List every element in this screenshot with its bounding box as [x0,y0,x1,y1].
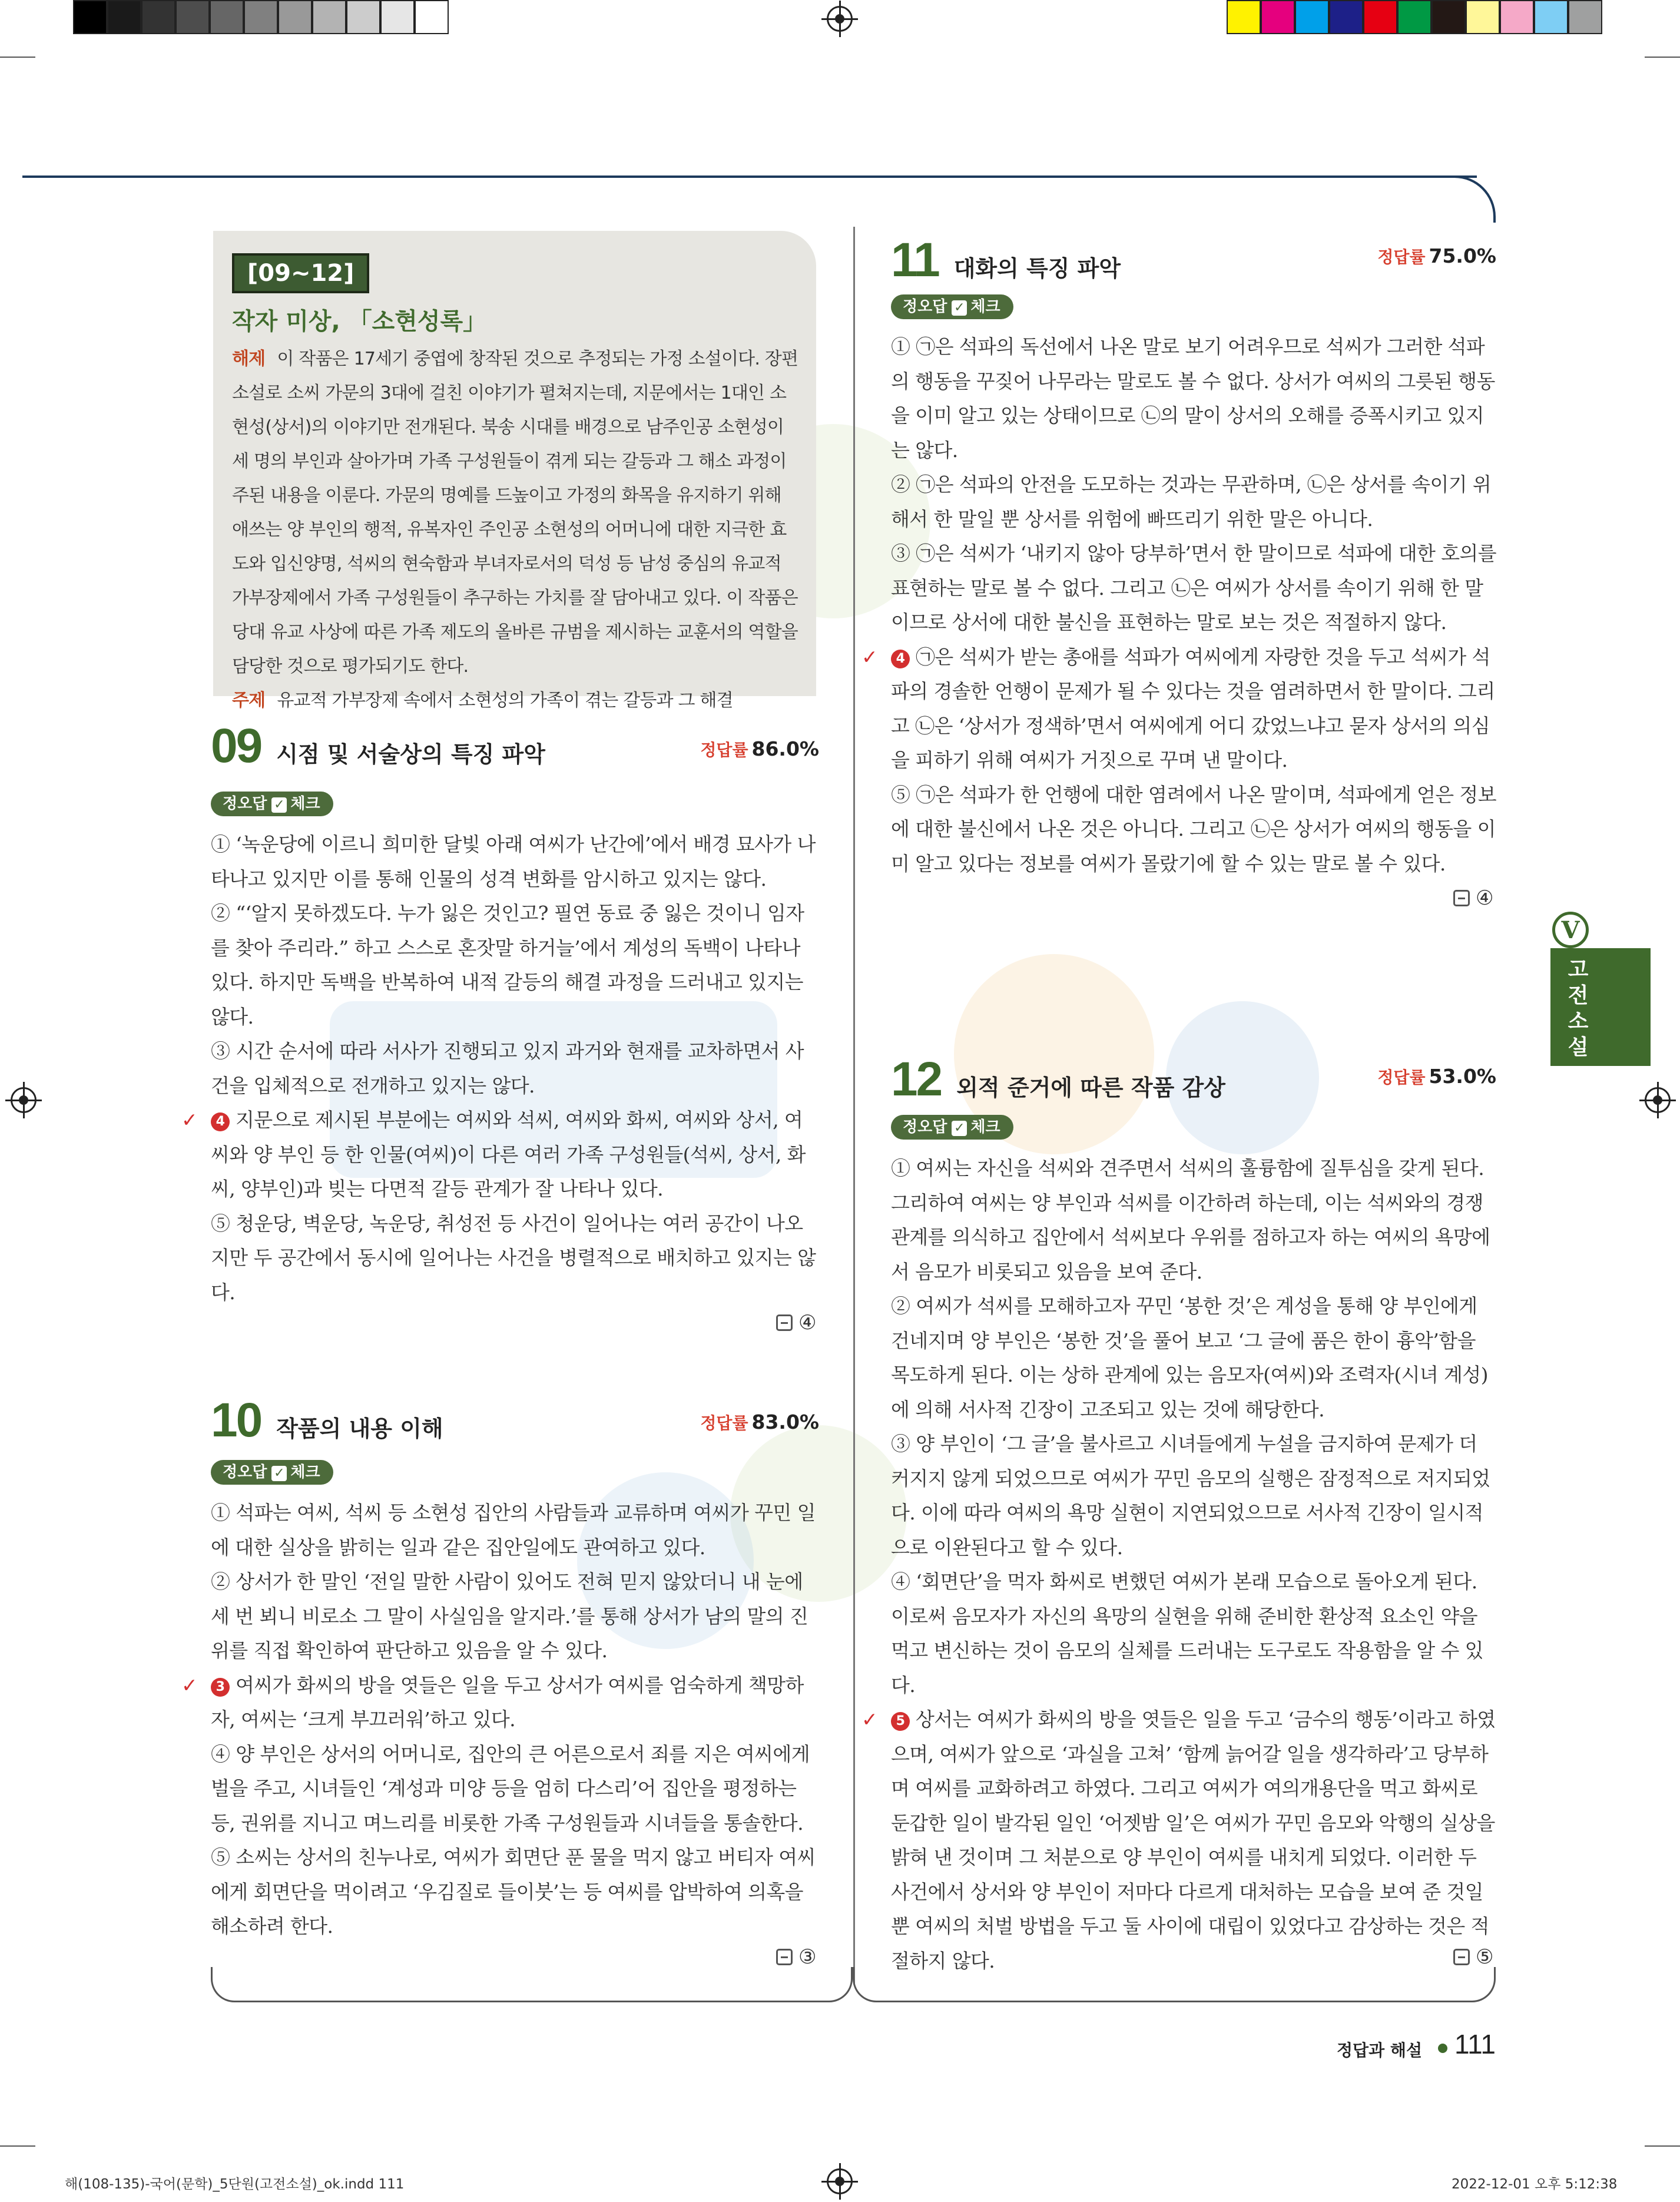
left-column-frame [211,1967,853,2002]
answer-icon [1453,890,1470,906]
passage-info-box [213,231,816,711]
q12-correct-rate: 정답률 53.0% [1377,1065,1496,1088]
choice: ② ㉠은 석파의 안전을 도모하는 것과는 무관하며, ㉡은 상서를 속이기 위해서 한 말일 뿐 상서를 위험에 빠뜨리기 위한 말은 아니다. [891,473,1492,531]
juje-label: 주제 [232,690,266,711]
crop-mark [0,57,35,58]
question-number: 10 [211,1393,261,1447]
correct-choice: ✓ 5 상서는 여씨가 화씨의 방을 엿들은 일을 두고 ‘금수의 행동’이라고 하였으며, 여씨가 앞으로 ‘과실을 고쳐’ ‘함께 늙어갈 일을 생각하라’고 당부하며 여씨를 교화하려고 하였다. 그리고 여씨가 여의개용단을 먹고 화씨로 둔갑한 일이 발각된 일인 ‘어젯밤 일’은 여씨가 꾸민 음모와 악행의 실상을 밝혀 낸 것이며 그 처분으로 양 부인이 여씨를 내치게 되었다. 이러한 두 사건에서 상서와 양 부인이 저마다 다르게 대처하는 모습을 보여 준 것일 뿐 여씨의 처벌 방법을 두고 둘 사이에 대립이 있었다고 감상하는 것은 적절하지 않다. [891,1703,1497,1978]
choice: ⑤ 소씨는 상서의 친누나로, 여씨가 회면단 푼 물을 먹지 않고 버티자 여씨에게 회면단을 먹이려고 ‘우김질로 들이붓’는 등 여씨를 압박하여 의혹을 해소하려 한다. [211,1846,816,1938]
grayscale-color-bar [73,0,449,34]
q11-check-tag: 정오답 ✓ 체크 [891,294,1013,319]
column-divider [853,227,855,1985]
correct-number-badge: 4 [891,650,910,668]
choice: ④ ‘회면단’을 먹자 화씨로 변했던 여씨가 본래 모습으로 돌아오게 된다. 이로써 음모자가 자신의 욕망의 실현을 위해 준비한 환상적 요소인 약을 먹고 변신하는 것이 음모의 실체를 드러내는 도구로도 작용함을 알 수 있다. [891,1570,1483,1697]
question-title: 외적 준거에 따른 작품 감상 [956,1075,1225,1101]
choice: ④ 양 부인은 상서의 어머니로, 집안의 큰 어른으로서 죄를 지은 여씨에게 벌을 주고, 시녀들인 ‘계성과 미양 등을 엄히 다스리’어 집안을 평정하는 등, 권위를 지니고 며느리를 비롯한 가족 구성원들과 시녀들을 통솔한다. [211,1742,810,1835]
answer-icon [776,1314,793,1331]
choice: ③ 시간 순서에 따라 서사가 진행되고 있지 과거와 현재를 교차하면서 사건을 입체적으로 전개하고 있지는 않다. [211,1039,804,1097]
q11-answer: ④ [1453,886,1493,910]
chapter-roman-numeral: V [1552,912,1589,948]
check-mark-icon: ✓ [861,1708,878,1731]
q09-correct-rate: 정답률 86.0% [700,737,819,760]
q09-header [211,718,545,774]
haeje-label: 해제 [232,349,266,369]
question-number: 09 [211,719,261,773]
choice: ① 여씨는 자신을 석씨와 견주면서 석씨의 훌륭함에 질투심을 갖게 된다. 그리하여 여씨는 양 부인과 석씨를 이간하려 하는데, 이는 석씨와의 경쟁 관계를 의식하고 집안에서 석씨보다 우위를 점하고자 하는 여씨의 욕망에서 음모가 비롯되고 있음을 보여 준다. [891,1157,1490,1283]
correct-choice: ✓ 4 지문으로 제시된 부분에는 여씨와 석씨, 여씨와 화씨, 여씨와 상서, 여씨와 양 부인 등 한 인물(여씨)이 다른 여러 가족 구성원들(석씨, 상서, 화씨, 양부인)과 빚는 다면적 갈등 관계가 잘 나타나 있다. [211,1103,817,1207]
header-rule [22,176,1477,178]
correct-number-badge: 3 [211,1678,230,1697]
choice: ③ 양 부인이 ‘그 글’을 불사르고 시녀들에게 누설을 금지하여 문제가 더 커지지 않게 되었으므로 여씨가 꾸민 음모의 실행은 잠정적으로 저지되었다. 이에 따라 여씨의 욕망 실현이 지연되었으므로 서사적 긴장이 일시적으로 이완된다고 할 수 있다. [891,1432,1490,1559]
q12-header [891,1052,1225,1107]
checkbox-icon: ✓ [952,300,967,316]
checkbox-icon: ✓ [271,1466,287,1481]
choice: ① 석파는 여씨, 석씨 등 소현성 집안의 사람들과 교류하며 여씨가 꾸민 일에 대한 실상을 밝히는 일과 같은 집안일에도 관여하고 있다. [211,1501,816,1559]
chapter-side-label: 고전소설 [1568,958,1589,1059]
q12-answer: ⑤ [1453,1945,1493,1969]
q12-check-tag: 정오답 ✓ 체크 [891,1115,1013,1140]
choice: ② 여씨가 석씨를 모해하고자 꾸민 ‘봉한 것’은 계성을 통해 양 부인에게 건네지며 양 부인은 ‘봉한 것’을 풀어 보고 ‘그 글에 품은 한이 흉악’함을 목도하게 된다. 이는 상하 관계에 있는 음모자(여씨)와 조력자(시녀 계성)에 의해 서사적 긴장이 고조되고 있는 것에 해당한다. [891,1294,1488,1421]
work-title: 작자 미상, 「소현성록」 [232,308,487,335]
right-column-frame [853,1967,1496,2002]
q10-header [211,1393,443,1448]
crop-mark [1645,2145,1680,2147]
print-slug-file: 해(108-135)-국어(문학)_5단원(고전소설)_ok.indd 111 [65,2177,405,2192]
question-number: 11 [891,233,939,287]
registration-mark-icon [1645,1087,1671,1113]
crop-mark [1645,57,1680,58]
choice: ⑤ 청운당, 벽운당, 녹운당, 취성전 등 사건이 일어나는 여러 공간이 나오지만 두 공간에서 동시에 일어나는 사건을 병렬적으로 배치하고 있지는 않다. [211,1211,816,1304]
checkbox-icon: ✓ [952,1121,967,1136]
choice: ② 상서가 한 말인 ‘전일 말한 사람이 있어도 전혀 믿지 않았더니 내 눈에 세 번 뵈니 비로소 그 말이 사실임을 알지라.’를 통해 상서가 남의 말의 진위를 직접 확인하여 판단하고 있음을 알 수 있다. [211,1570,808,1662]
question-title: 대화의 특징 파악 [953,256,1121,282]
registration-mark-icon [11,1087,37,1113]
q09-check-tag: 정오답 ✓ 체크 [211,792,333,816]
question-range-badge: [09~12] [232,253,369,293]
correct-choice: ✓ 3 여씨가 화씨의 방을 엿들은 일을 두고 상서가 여씨를 엄숙하게 책망하자, 여씨는 ‘크게 부끄러워’하고 있다. [211,1668,817,1737]
answer-icon [776,1949,793,1965]
q12-explanation [861,1151,1497,1978]
correct-number-badge: 5 [891,1712,910,1731]
registration-mark-icon [827,2168,853,2194]
q10-correct-rate: 정답률 83.0% [700,1410,819,1433]
cmyk-color-bar [1227,0,1602,34]
choice: ⑤ ㉠은 석파가 한 언행에 대한 염려에서 나온 말이며, 석파에게 얻은 정보에 대한 불신에서 나온 것은 아니다. 그리고 ㉡은 상서가 여씨의 행동을 이미 알고 있다는 정보를 여씨가 몰랐기에 할 수 있는 말로 볼 수 있다. [891,783,1496,875]
q11-correct-rate: 정답률 75.0% [1377,244,1496,267]
choice: ② “‘알지 못하겠도다. 누가 잃은 것인고? 필연 동료 중 잃은 것이니 임자를 찾아 주리라.” 하고 스스로 혼잣말 하거늘’에서 계성의 독백이 나타나 있다. 하지만 독백을 반복하여 내적 갈등의 해결 과정을 드러내고 있지는 않다. [211,902,804,1028]
print-slug-date: 2022-12-01 오후 5:12:38 [1452,2177,1618,2192]
choice: ① ‘녹운당에 이르니 희미한 달빛 아래 여씨가 난간에’에서 배경 묘사가 나타나고 있지만 이를 통해 인물의 성격 변화를 암시하고 있지는 않다. [211,833,816,890]
haeje-text: 이 작품은 17세기 중엽에 창작된 것으로 추정되는 가정 소설이다. 장편 소설로 소씨 가문의 3대에 걸친 이야기가 펼쳐지는데, 지문에서는 1대인 소현성(상서)의 이야기만 전개된다. 북송 시대를 배경으로 남주인공 소현성이 세 명의 부인과 살아가며 가족 구성원들이 겪게 되는 갈등과 그 해소 과정이 주된 내용을 이룬다. 가문의 명예를 드높이고 가정의 화목을 유지하기 위해 애쓰는 양 부인의 행적, 유복자인 주인공 소현성의 어머니에 대한 지극한 효도와 입신양명, 석씨의 현숙함과 부녀자로서의 덕성 등 남성 중심의 유교적 가부장제에서 가족 구성원들이 추구하는 가치를 잘 담아내고 있다. 이 작품은 당대 유교 사상에 따른 가족 제도의 올바른 규범을 제시하는 교훈서의 역할을 담당한 것으로 평가되기도 한다. [232,349,798,677]
choice: ① ㉠은 석파의 독선에서 나온 말로 보기 어려우므로 석씨가 그러한 석파의 행동을 꾸짖어 나무라는 말로도 볼 수 없다. 상서가 여씨의 그릇된 행동을 이미 알고 있는 상태이므로 ㉡의 말이 상서의 오해를 증폭시키고 있지는 않다. [891,335,1495,462]
crop-mark [0,2145,35,2147]
correct-choice: ✓ 4 ㉠은 석씨가 받는 총애를 석파가 여씨에게 자랑한 것을 두고 석씨가 석파의 경솔한 언행이 문제가 될 수 있다는 것을 염려하면서 한 말이다. 그리고 ㉡은 ‘상서가 정색하’면서 여씨에게 어디 갔었느냐고 묻자 상서의 의심을 피하기 위해 여씨가 거짓으로 꾸며 낸 말이다. [891,640,1497,778]
question-number: 12 [891,1052,942,1106]
juje-paragraph [232,684,798,718]
q11-header [891,233,1121,288]
check-mark-icon: ✓ [181,1673,198,1697]
q11-explanation [861,330,1497,881]
haeje-paragraph [232,342,798,684]
juje-text: 유교적 가부장제 속에서 소현성의 가족이 겪는 갈등과 그 해결 [277,690,733,711]
footer-label: 정답과 해설 [1337,2041,1422,2060]
correct-number-badge: 4 [211,1112,230,1131]
answer-icon [1453,1949,1470,1965]
q10-explanation [181,1496,817,1944]
choice: ③ ㉠은 석씨가 ‘내키지 않아 당부하’면서 한 말이므로 석파에 대한 호의를 표현하는 말로 볼 수 없다. 그리고 ㉡은 여씨가 상서를 속이기 위해 한 말이므로 상서에 대한 불신을 표현하는 말로 보는 것은 적절하지 않다. [891,542,1496,634]
check-mark-icon: ✓ [181,1108,198,1131]
q10-answer: ③ [776,1945,816,1969]
footer-dot-icon [1438,2044,1447,2053]
question-title: 시점 및 서술상의 특징 파악 [276,741,545,767]
header-rule-curve [1449,176,1496,223]
registration-mark-icon [827,6,853,32]
checkbox-icon: ✓ [271,797,287,813]
q09-explanation [181,827,817,1310]
question-title: 작품의 내용 이해 [276,1416,443,1442]
q09-answer: ④ [776,1311,816,1335]
page-number: 111 [1454,2029,1496,2059]
check-mark-icon: ✓ [861,645,878,668]
q10-check-tag: 정오답 ✓ 체크 [211,1460,333,1485]
